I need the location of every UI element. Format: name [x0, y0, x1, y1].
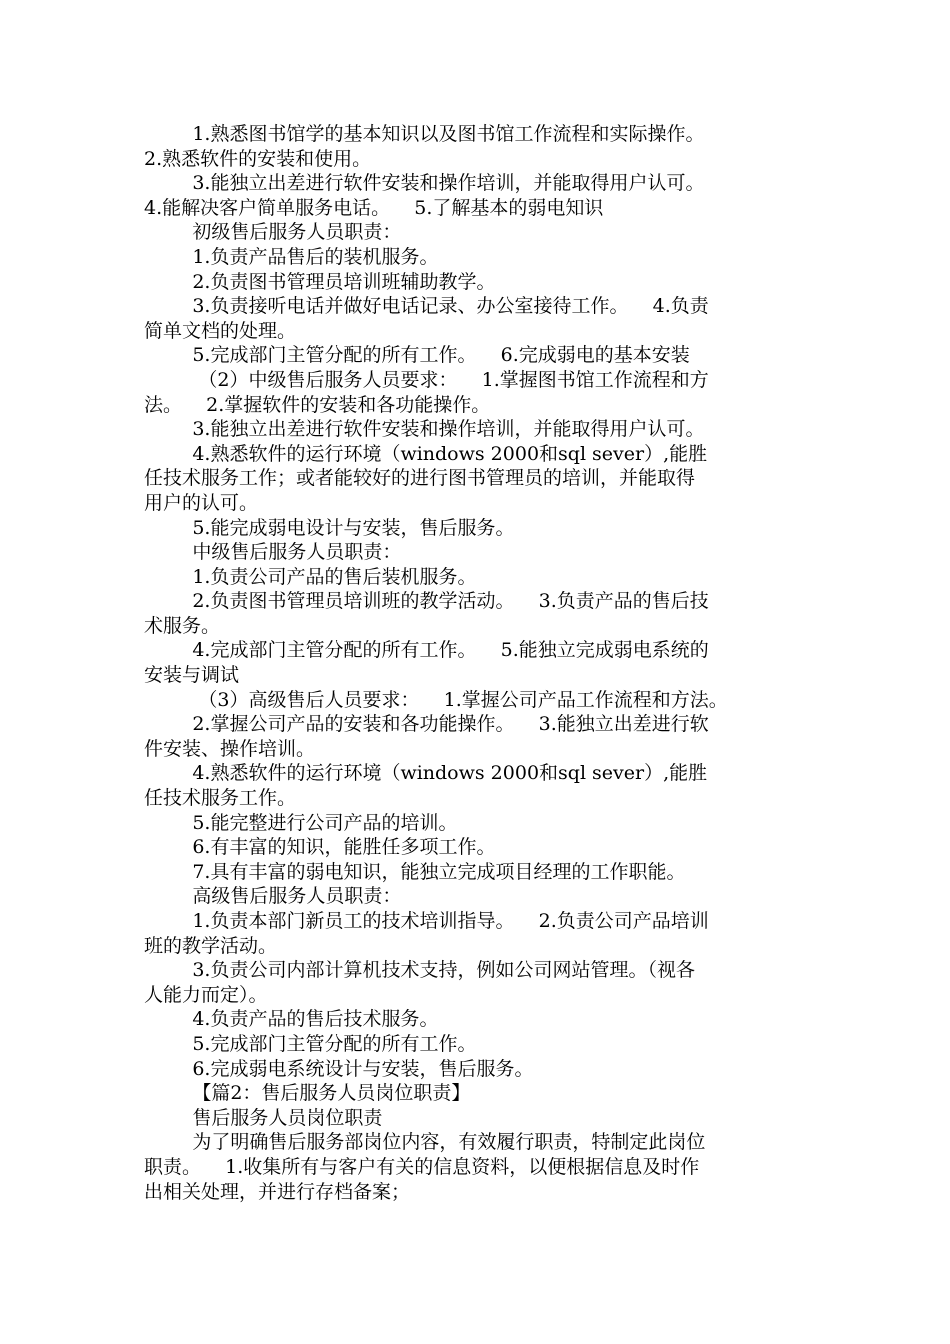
text-line: 1.负责产品售后的装机服务。 — [144, 245, 439, 268]
text-line: （2）中级售后服务人员要求： 1.掌握图书馆工作流程和方 — [144, 368, 709, 391]
text-line: 5.能完成弱电设计与安装，售后服务。 — [144, 516, 515, 539]
text-line: 任技术服务工作。 — [144, 787, 297, 810]
text-line: （3）高级售后人员要求： 1.掌握公司产品工作流程和方法。 — [144, 688, 728, 711]
text-line: 7.具有丰富的弱电知识，能独立完成项目经理的工作职能。 — [144, 860, 686, 883]
text-line: 安装与调试 — [144, 664, 240, 687]
text-line: 任技术服务工作；或者能较好的进行图书管理员的培训，并能取得 — [144, 467, 696, 490]
text-line: 6.有丰富的知识，能胜任多项工作。 — [144, 836, 496, 859]
text-line: 【篇2：售后服务人员岗位职责】 — [144, 1082, 471, 1105]
text-line: 5.能完整进行公司产品的培训。 — [144, 811, 458, 834]
text-line: 1.负责公司产品的售后装机服务。 — [144, 565, 477, 588]
text-line: 班的教学活动。 — [144, 934, 278, 957]
text-line: 4.负责产品的售后技术服务。 — [144, 1008, 439, 1031]
text-line: 4.熟悉软件的运行环境（windows 2000和sql sever）,能胜 — [144, 762, 708, 785]
text-line: 简单文档的处理。 — [144, 319, 297, 342]
text-line: 售后服务人员岗位职责 — [144, 1106, 383, 1129]
text-line: 3.能独立出差进行软件安装和操作培训，并能取得用户认可。 — [144, 172, 705, 195]
text-line: 3.负责公司内部计算机技术支持，例如公司网站管理。（视各 — [144, 959, 695, 982]
text-line: 3.负责接听电话并做好电话记录、办公室接待工作。 4.负责 — [144, 295, 709, 318]
text-line: 5.完成部门主管分配的所有工作。 6.完成弱电的基本安装 — [144, 344, 690, 367]
text-line: 法。 2.掌握软件的安装和各功能操作。 — [144, 393, 491, 416]
text-line: 4.完成部门主管分配的所有工作。 5.能独立完成弱电系统的 — [144, 639, 709, 662]
text-line: 出相关处理，并进行存档备案； — [144, 1180, 411, 1203]
text-line: 件安装、操作培训。 — [144, 737, 316, 760]
text-line: 中级售后服务人员职责： — [144, 541, 402, 564]
text-line: 职责。 1.收集所有与客户有关的信息资料，以便根据信息及时作 — [144, 1155, 700, 1178]
text-line: 4.能解决客户简单服务电话。 5.了解基本的弱电知识 — [144, 196, 604, 219]
text-line: 1.熟悉图书馆学的基本知识以及图书馆工作流程和实际操作。 — [144, 123, 705, 145]
text-line: 人能力而定）。 — [144, 983, 268, 1006]
text-line: 4.熟悉软件的运行环境（windows 2000和sql sever）,能胜 — [144, 442, 708, 465]
text-line: 2.熟悉软件的安装和使用。 — [144, 147, 372, 170]
text-line: 2.负责图书管理员培训班辅助教学。 — [144, 270, 496, 293]
text-line: 用户的认可。 — [144, 491, 259, 514]
text-line: 术服务。 — [144, 614, 221, 637]
text-line: 1.负责本部门新员工的技术培训指导。 2.负责公司产品培训 — [144, 910, 709, 932]
text-line: 6.完成弱电系统设计与安装，售后服务。 — [144, 1057, 534, 1080]
text-line: 5.完成部门主管分配的所有工作。 — [144, 1032, 477, 1055]
text-line: 初级售后服务人员职责： — [144, 221, 402, 244]
text-line: 3.能独立出差进行软件安装和操作培训，并能取得用户认可。 — [144, 418, 705, 441]
text-line: 2.负责图书管理员培训班的教学活动。 3.负责产品的售后技 — [144, 590, 709, 613]
text-line: 2.掌握公司产品的安装和各功能操作。 3.能独立出差进行软 — [144, 713, 709, 736]
text-line: 为了明确售后服务部岗位内容，有效履行职责，特制定此岗位 — [144, 1131, 706, 1154]
text-line: 高级售后服务人员职责： — [144, 885, 402, 908]
document-body — [144, 122, 808, 1204]
